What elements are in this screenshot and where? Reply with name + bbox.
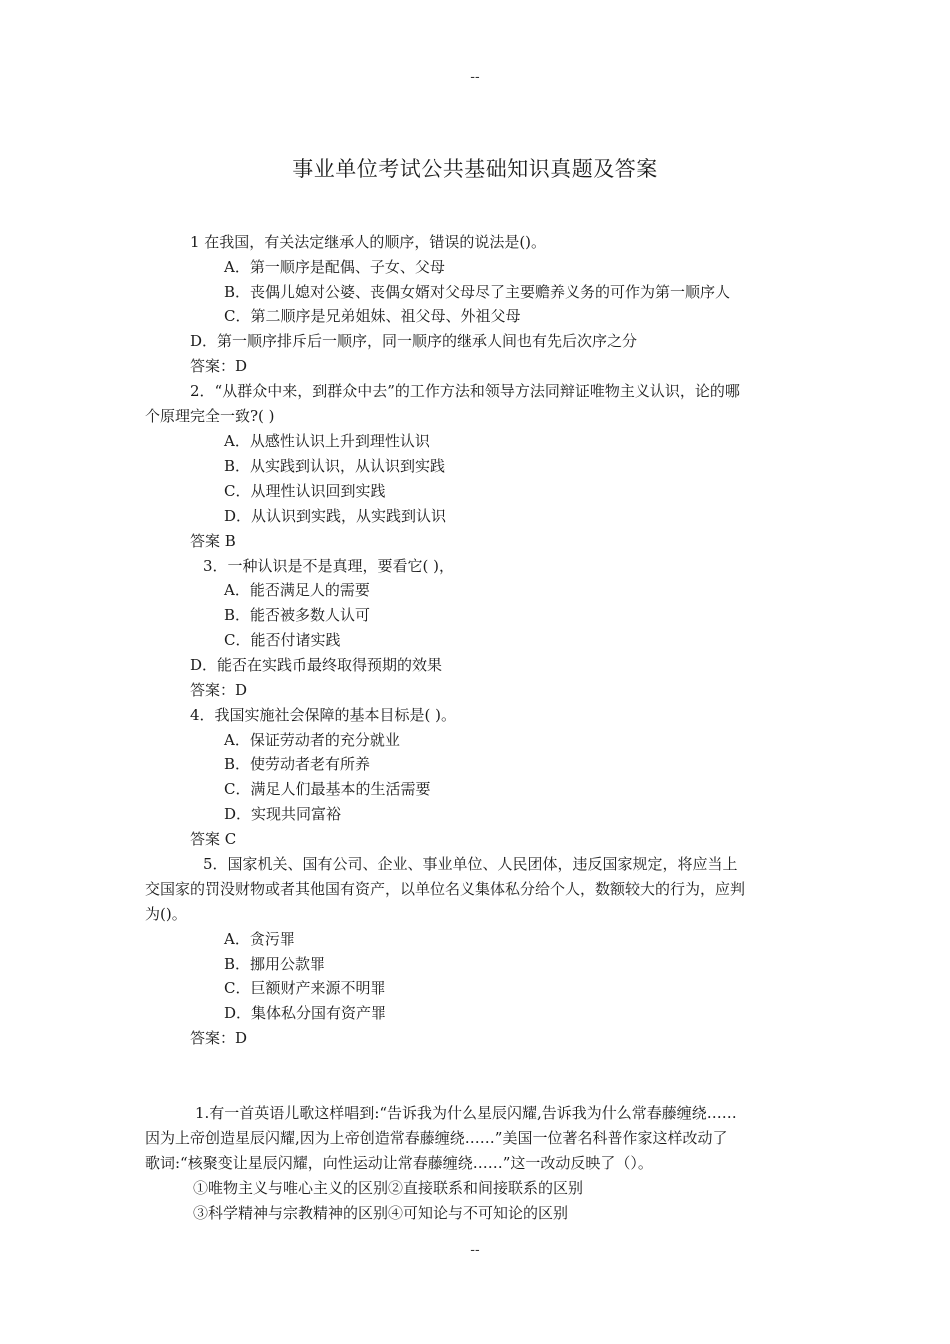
- q1-answer: 答案：D: [190, 357, 248, 375]
- q5-option-d: D．集体私分国有资产罪: [224, 1004, 387, 1022]
- p2q1-stem-line2: 因为上帝创造星辰闪耀,因为上帝创造常春藤缠绕……”美国一位著名科普作家这样改动了: [145, 1129, 728, 1147]
- q5-option-b: B．挪用公款罪: [224, 955, 326, 973]
- page-title: 事业单位考试公共基础知识真题及答案: [292, 157, 658, 181]
- p2q1-stem-line1: 1.有一首英语儿歌这样唱到:“告诉我为什么星辰闪耀,告诉我为什么常春藤缠绕……: [195, 1104, 737, 1122]
- q2-answer: 答案 B: [190, 532, 236, 550]
- q3-stem: 3．一种认识是不是真理，要看它( )，: [203, 557, 455, 575]
- q1-option-c: C．第二顺序是兄弟姐妹、祖父母、外祖父母: [224, 307, 521, 325]
- q5-stem-line3: 为()。: [145, 905, 187, 923]
- q3-option-d: D．能否在实践币最终取得预期的效果: [190, 656, 443, 674]
- q2-stem-line1: 2．“从群众中来，到群众中去”的工作方法和领导方法同辩证唯物主义认识，论的哪: [190, 382, 740, 400]
- p2q1-options-line2: ③科学精神与宗教精神的区别④可知论与不可知论的区别: [193, 1204, 569, 1222]
- q1-option-a: A．第一顺序是配偶、子女、父母: [224, 258, 445, 276]
- header-mark: --: [470, 70, 480, 85]
- q4-answer: 答案 C: [190, 830, 237, 848]
- q1-stem: 1 在我国，有关法定继承人的顺序，错误的说法是()。: [190, 233, 547, 251]
- q3-option-a: A．能否满足人的需要: [224, 581, 370, 599]
- p2q1-options-line1: ①唯物主义与唯心主义的区别②直接联系和间接联系的区别: [193, 1179, 584, 1197]
- q3-option-b: B．能否被多数人认可: [224, 606, 371, 624]
- q1-option-d: D．第一顺序排斥后一顺序，同一顺序的继承人间也有先后次序之分: [190, 332, 638, 350]
- q2-stem-line2: 个原理完全一致?( ): [145, 407, 275, 425]
- q1-option-b: B．丧偶儿媳对公婆、丧偶女婿对父母尽了主要赡养义务的可作为第一顺序人: [224, 283, 731, 301]
- q3-option-c: C．能否付诸实践: [224, 631, 341, 649]
- q5-stem-line1: 5．国家机关、国有公司、企业、事业单位、人民团体，违反国家规定，将应当上: [203, 855, 738, 873]
- q3-answer: 答案：D: [190, 681, 248, 699]
- q2-option-d: D．从认识到实践，从实践到认识: [224, 507, 447, 525]
- q5-answer: 答案：D: [190, 1029, 248, 1047]
- q4-option-a: A．保证劳动者的充分就业: [224, 731, 400, 749]
- q2-option-a: A．从感性认识上升到理性认识: [224, 432, 430, 450]
- q2-option-b: B．从实践到认识，从认识到实践: [224, 457, 446, 475]
- q4-option-b: B．使劳动者老有所养: [224, 755, 371, 773]
- q4-option-d: D．实现共同富裕: [224, 805, 342, 823]
- q4-option-c: C．满足人们最基本的生活需要: [224, 780, 431, 798]
- q5-option-c: C．巨额财产来源不明罪: [224, 979, 386, 997]
- p2q1-stem-line3: 歌词:“核聚变让星辰闪耀，向性运动让常春藤缠绕……”这一改动反映了（）。: [145, 1154, 653, 1172]
- q5-option-a: A．贪污罪: [224, 930, 295, 948]
- q2-option-c: C．从理性认识回到实践: [224, 482, 386, 500]
- q5-stem-line2: 交国家的罚没财物或者其他国有资产，以单位名义集体私分给个人，数额较大的行为，应判: [145, 880, 746, 898]
- q4-stem: 4．我国实施社会保障的基本目标是( )。: [190, 706, 457, 724]
- footer-mark: --: [470, 1243, 480, 1258]
